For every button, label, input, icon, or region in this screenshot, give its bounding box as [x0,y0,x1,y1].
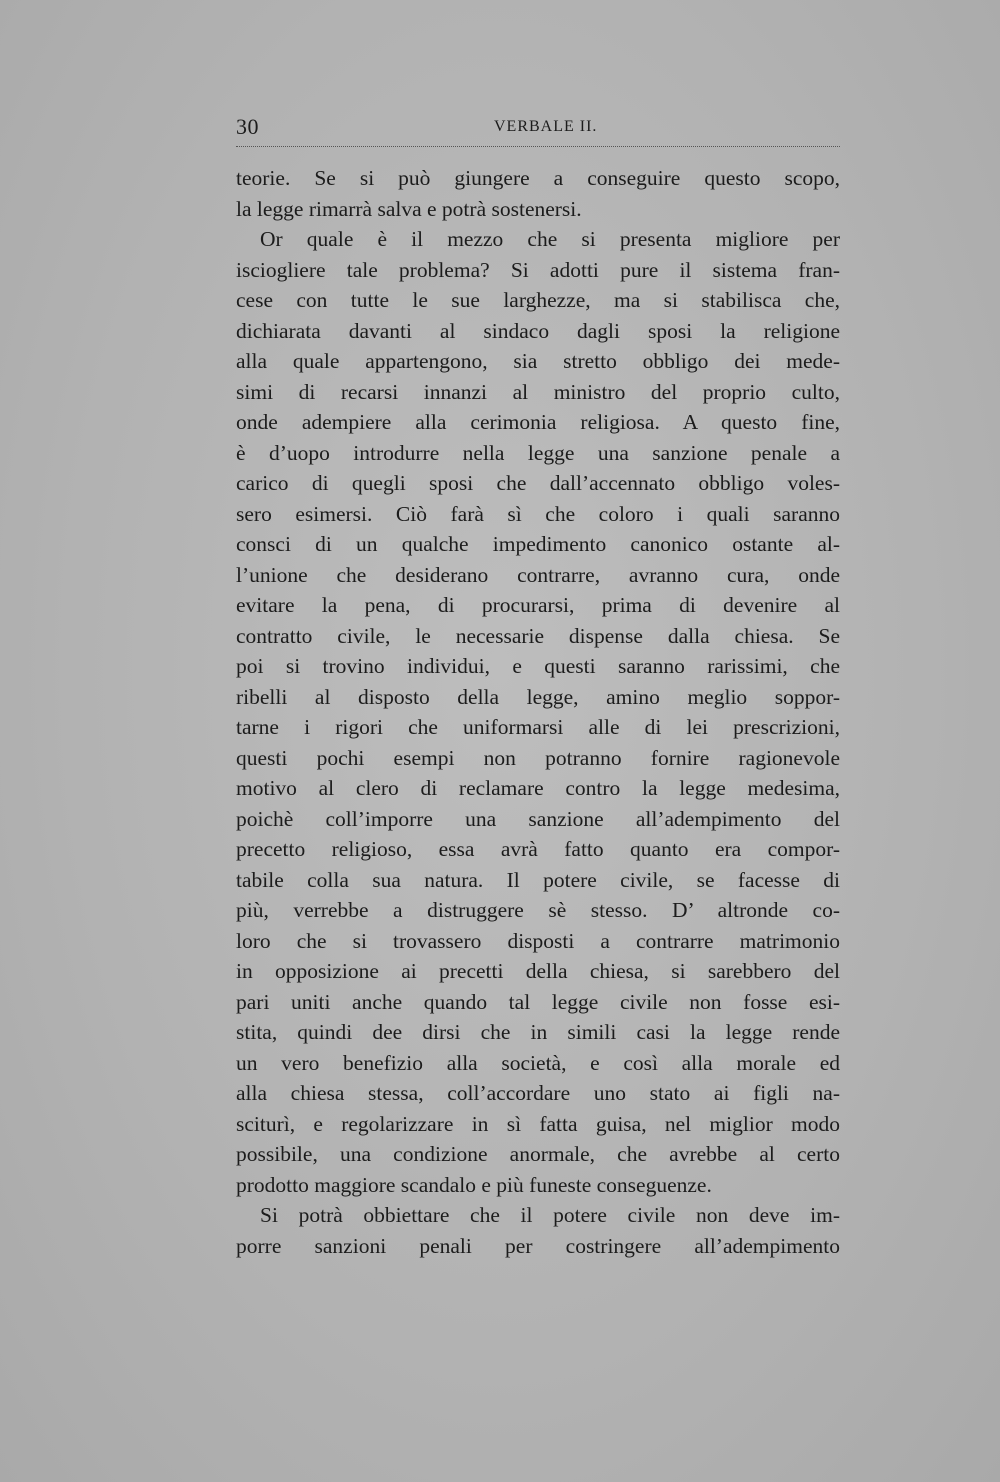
text-line: questi pochi esempi non potranno fornire ragionevole [236,745,840,770]
text-line: carico di quegli sposi che dall’accennato obbligo voles- [236,471,840,495]
text-line: porre sanzioni penali per costringere all’adempimento [236,1233,840,1258]
text-line: Or quale è il mezzo che si presenta migliore per [260,227,840,251]
text-line: più, verrebbe a distruggere sè stesso. D’ altronde co- [236,898,840,922]
text-line: un vero benefizio alla società, e così alla morale ed [236,1050,840,1075]
text-line: tabile colla sua natura. Il potere civile, se facesse di [236,867,840,892]
text-line: teorie. Se si può giungere a conseguire questo scopo, [236,166,840,190]
text-line: contratto civile, le necessarie dispense dalla chiesa. Se [236,623,840,648]
body-text [236,163,840,1261]
running-head [236,112,840,147]
text-line: poi si trovino individui, e questi saranno rarissimi, che [236,654,840,678]
text-line: dichiarata davanti al sindaco dagli sposi la religione [236,318,840,343]
text-line: simi di recarsi innanzi al ministro del proprio culto, [236,379,840,404]
text-line: sciturì, e regolarizzare in sì fatta guisa, nel miglior modo [236,1111,840,1136]
text-line: motivo al clero di reclamare contro la legge medesima, [236,776,840,800]
text-line: è d’uopo introdurre nella legge una sanzione penale a [236,440,840,465]
text-line: alla chiesa stessa, coll’accordare uno stato ai figli na- [236,1081,840,1105]
running-title: VERBALE II. [494,118,598,135]
text-line: Si potrà obbiettare che il potere civile non deve im- [260,1203,840,1227]
text-line: possibile, una condizione anormale, che avrebbe al certo [236,1142,840,1166]
text-line: prodotto maggiore scandalo e più funeste conseguenze. [236,1172,712,1197]
text-line: consci di un qualche impedimento canonico ostante al- [236,532,840,556]
text-line: sero esimersi. Ciò farà sì che coloro i quali saranno [236,501,840,526]
text-line: ribelli al disposto della legge, amino meglio soppor- [236,684,840,709]
text-line: pari uniti anche quando tal legge civile non fosse esi- [236,989,840,1014]
text-line: la legge rimarrà salva e potrà sostenersi. [236,196,582,221]
text-line: in opposizione ai precetti della chiesa, si sarebbero del [236,959,840,983]
text-line: precetto religioso, essa avrà fatto quanto era compor- [236,837,840,861]
text-line: stita, quindi dee dirsi che in simili casi la legge rende [236,1020,840,1044]
text-line: alla quale appartengono, sia stretto obbligo dei mede- [236,349,840,373]
text-line: isciogliere tale problema? Si adotti pure il sistema fran- [236,257,840,282]
text-line: cese con tutte le sue larghezze, ma si stabilisca che, [236,288,840,312]
text-line: onde adempiere alla cerimonia religiosa. A questo fine, [236,410,840,434]
text-line: tarne i rigori che uniformarsi alle di lei prescrizioni, [236,715,840,739]
page-number: 30 [236,114,259,139]
text-line: poichè coll’imporre una sanzione all’adempimento del [236,806,840,831]
text-line: l’unione che desiderano contrarre, avranno cura, onde [236,562,840,587]
text-line: loro che si trovassero disposti a contrarre matrimonio [236,928,840,953]
text-line: evitare la pena, di procurarsi, prima di devenire al [236,593,840,617]
